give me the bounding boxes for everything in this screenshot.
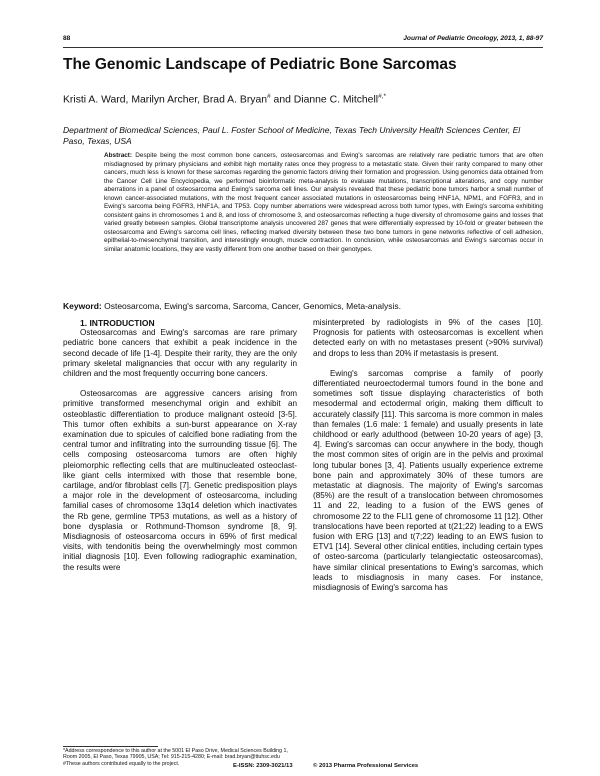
- author-last: and Dianne C. Mitchell: [270, 94, 379, 106]
- journal-citation: Journal of Pediatric Oncology, 2013, 1, 88-97: [403, 35, 543, 42]
- page-number: 88: [63, 35, 71, 42]
- section-heading-introduction: 1. INTRODUCTION: [80, 318, 155, 328]
- right-column: [313, 318, 543, 593]
- body-paragraph: misinterpreted by radiologists in 9% of the cases [10]. Prognosis for patients with osteosarcomas is excellent when detected early on with no metastases present (>90% survival) and drops to less than 20% if metastasis is present.: [313, 318, 543, 358]
- abstract-label: Abstract:: [104, 152, 133, 159]
- keywords-text: Osteosarcoma, Ewing's sarcoma, Sarcoma, Cancer, Genomics, Meta-analysis.: [101, 301, 401, 311]
- header-rule: [63, 47, 543, 48]
- body-paragraph: Ewing's sarcomas comprise a family of poorly differentiated neuroectodermal tumors found in the bone and sometimes soft tissue displaying characteristics of both mesodermal and ectodermal origin, making them difficult to accurately classify [11]. This sarcoma is more common in males than females (1.6 male: 1 female) and usually presents in late childhood or early adulthood (between 10-20 years of age) [3, 4]. Ewing's sarcomas can occur anywhere in the body, though the most common sites of origin are in the pelvis and proximal long tubular bones [3, 4]. Patients usually experience extreme bone pain and approximately 30% of these tumors are metastatic at diagnosis. The majority of Ewing's sarcomas (85%) are the result of a translocation between chromosomes 11 and 22, leading to a fusion of the EWS genes of chromosome 22 to the FLI1 gene of chromosome 11 [12]. Other translocations have been reported at t(21;22) leading to a EWS fusion with ERG [13] and t(7;22) leading to an EWS fusion to ETV1 [14]. Several other clinical entities, including certain types of osteo-sarcoma (particularly telangiectatic osteosarcomas), have similar clinical presentations to Ewing's sarcomas, which leads to misdiagnosis in many cases. For instance, misdiagnosis of Ewing's sarcoma has: [313, 368, 543, 593]
- body-paragraph: Osteosarcomas are aggressive cancers arising from primitive transformed mesenchymal origin and exhibit an osteoblastic differentiation to produce malignant osteoid [3-5]. This tumor often exhibits a sun-burst appearance on X-ray examination due to spicules of calcified bone radiating from the central tumor and infiltrating into the surrounding tissue [6]. The cells composing osteosarcoma tumors are often highly pleiomorphic reflecting cells that are multinucleated osteoclast-like giant cells intermixed with those that resemble bone, cartilage, and/or fibroblast cells [7]. Genetic predisposition plays a major role in the development of osteosarcoma, including familial cases of chromosome 13q14 deletion which inactivates the Rb gene, germline TP53 mutations, as well as a history of bone dysplasia or Rothmund-Thomson syndrome [8, 9]. Misdiagnosis of osteosarcoma occurs in 69% of first medical visits, with tendonitis being the overwhelmingly most common initial diagnosis [10]. Even following radiographic examination, the results were: [63, 389, 297, 572]
- author-names: Kristi A. Ward, Marilyn Archer, Brad A. Bryan: [63, 94, 268, 106]
- footer-copyright: © 2013 Pharma Professional Services: [313, 763, 419, 769]
- keywords: [63, 301, 543, 311]
- author-mark-bryan: #: [267, 93, 271, 100]
- footnote-equal-contribution: #These authors contributed equally to the project.: [63, 760, 180, 767]
- article-title: The Genomic Landscape of Pediatric Bone Sarcomas: [63, 56, 457, 73]
- footnote-correspondence: *Address correspondence to this author at the 5001 El Paso Drive, Medical Sciences Building 1, Room 2005, El Paso, Texas 79905, USA; Tel: 915-215-4280; E-mail: brad.bryan@ttuhsc.edu: [63, 748, 288, 761]
- affiliation: Department of Biomedical Sciences, Paul L. Foster School of Medicine, Texas Tech University Health Sciences Center, El Paso, Texas, USA: [63, 125, 521, 146]
- body-paragraph: Osteosarcomas and Ewing's sarcomas are rare primary pediatric bone cancers that exhibit a peak incidence in the second decade of life [1-4]. Despite their rarity, they are the only primary skeletal malignancies that occur with any regularity in children and the most frequently occurring bone cancers.: [63, 328, 297, 379]
- running-header: [63, 35, 543, 47]
- footer-issn: E-ISSN: 2309-3021/13: [233, 763, 293, 769]
- abstract-text: Despite being the most common bone cancers, osteosarcomas and Ewing's sarcomas are relatively rare pediatric tumors that are often misdiagnosed by primary physicians and exhibit high mortality rates once they progress to a metastatic state. Given their rarity compared to many other cancers, much less is known for these sarcomas regarding the genomic factors driving their formation and progression. Using genomics data obtained from the Cancer Cell Line Encyclopedia, we performed bioinformatic meta-analysis to evaluate mutations, transcriptional alterations, and copy number aberrations in a panel of osteosarcoma and Ewing's sarcoma cell lines. Our analysis revealed that these pediatric bone tumors harbor a small number of known cancer-associated mutations, with the most frequent cancer associated mutations in osteosarcomas being HNF1A, NPM1, and FGFR3, and in Ewing's sarcoma being FGFR3, HNF1A, and TP53. Copy number aberrations were widespread across both tumor types, with Ewing's sarcoma exhibiting consistent gains in chromosomes 1 and 8, and loss of chromosome 3, and osteosarcomas reflecting a huge diversity of chromosome gains and losses that varied greatly between samples. Global transcriptome analysis uncovered 287 genes that were differentially expressed by 10-fold or greater between the osteosarcoma and Ewing's sarcoma cell lines, reflecting marked diversity between these two bone tumors in gene networks reflective of cell adhesion, epithelial-to-mesenchymal transition, and interestingly enough, muscle contraction. In conclusion, while osteosarcomas and Ewing's sarcomas occur in similar anatomic locations, they are vastly different from one another based on their genotypes.: [104, 152, 544, 254]
- keywords-label: Keyword:: [63, 301, 102, 311]
- author-list: [63, 93, 543, 105]
- author-mark-mitchell: #,*: [378, 93, 387, 100]
- abstract: [104, 152, 543, 255]
- footnote-rule: [63, 746, 158, 747]
- left-column: [63, 318, 297, 573]
